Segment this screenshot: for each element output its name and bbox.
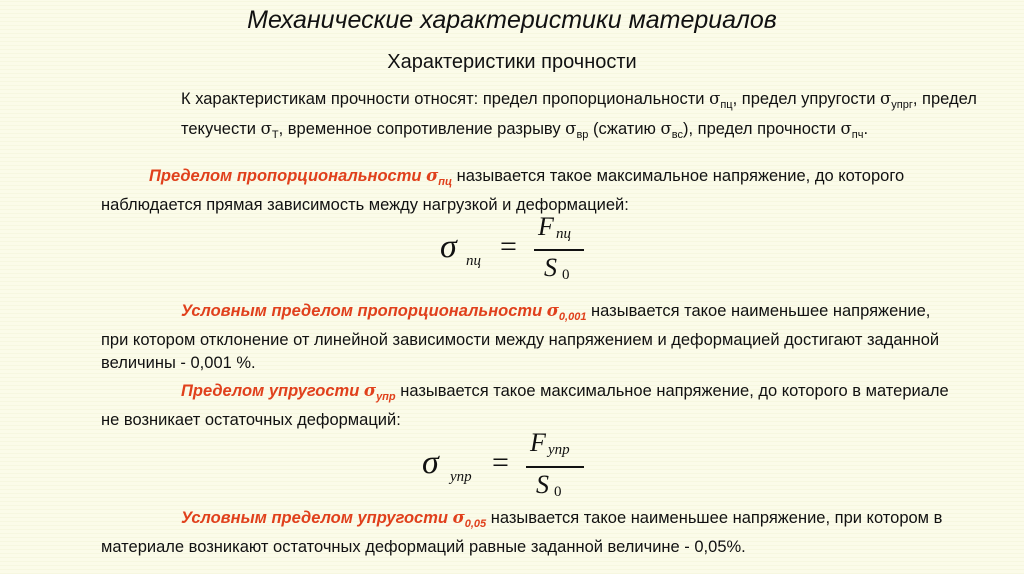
formula-proportionality-limit: σ пц = F пц S 0 [440, 212, 590, 284]
term-elastic-limit: Пределом упругости [181, 382, 364, 400]
page-title: Механические характеристики материалов [247, 6, 777, 34]
paragraph-conditional-proportionality-limit: Условным пределом пропорциональности $\sigma_{0,001}$ называется такое наименьшее напряжение, при котором отклонение от линейной зависимости между напряжением и деформацией достигают заданной величины - 0,001 %. [101, 301, 940, 372]
paragraph-elastic-limit: Пределом упругости $\sigma_{упр}$ называется такое максимальное напряжение, до которого в материале не возникает остаточных деформаций: [101, 381, 949, 429]
term-conditional-proportionality-limit: Условным пределом пропорциональности [181, 302, 547, 320]
paragraph-strength-characteristics: К характеристикам прочности относят: предел пропорциональности $\sigma_{пц}$, предел упругости $\sigma_{упрг}$, предел текучести $\sigma_Т$, временное сопротивление разрыву $\sigma_{вр}$ (сжатию $\sigma_{вс}$), предел прочности $\sigma_{пч}$. [181, 89, 977, 141]
term-proportionality-limit: Пределом пропорциональности [149, 167, 427, 185]
paragraph-proportionality-limit: Пределом пропорциональности $\sigma_{пц}$ называется такое максимальное напряжение, до которого наблюдается прямая зависимость между нагрузкой и деформацией: [101, 166, 905, 214]
paragraph-conditional-elastic-limit: Условным пределом упругости $\sigma_{0,05}$ называется такое наименьшее напряжение, при котором в материале возникают остаточных деформаций равные заданной величине - 0,05%. [101, 508, 943, 556]
formula-elastic-limit: σ упр = F упр S 0 [422, 428, 592, 504]
section-subtitle: Характеристики прочности [387, 51, 637, 73]
term-conditional-elastic-limit: Условным пределом упругости [181, 509, 453, 527]
